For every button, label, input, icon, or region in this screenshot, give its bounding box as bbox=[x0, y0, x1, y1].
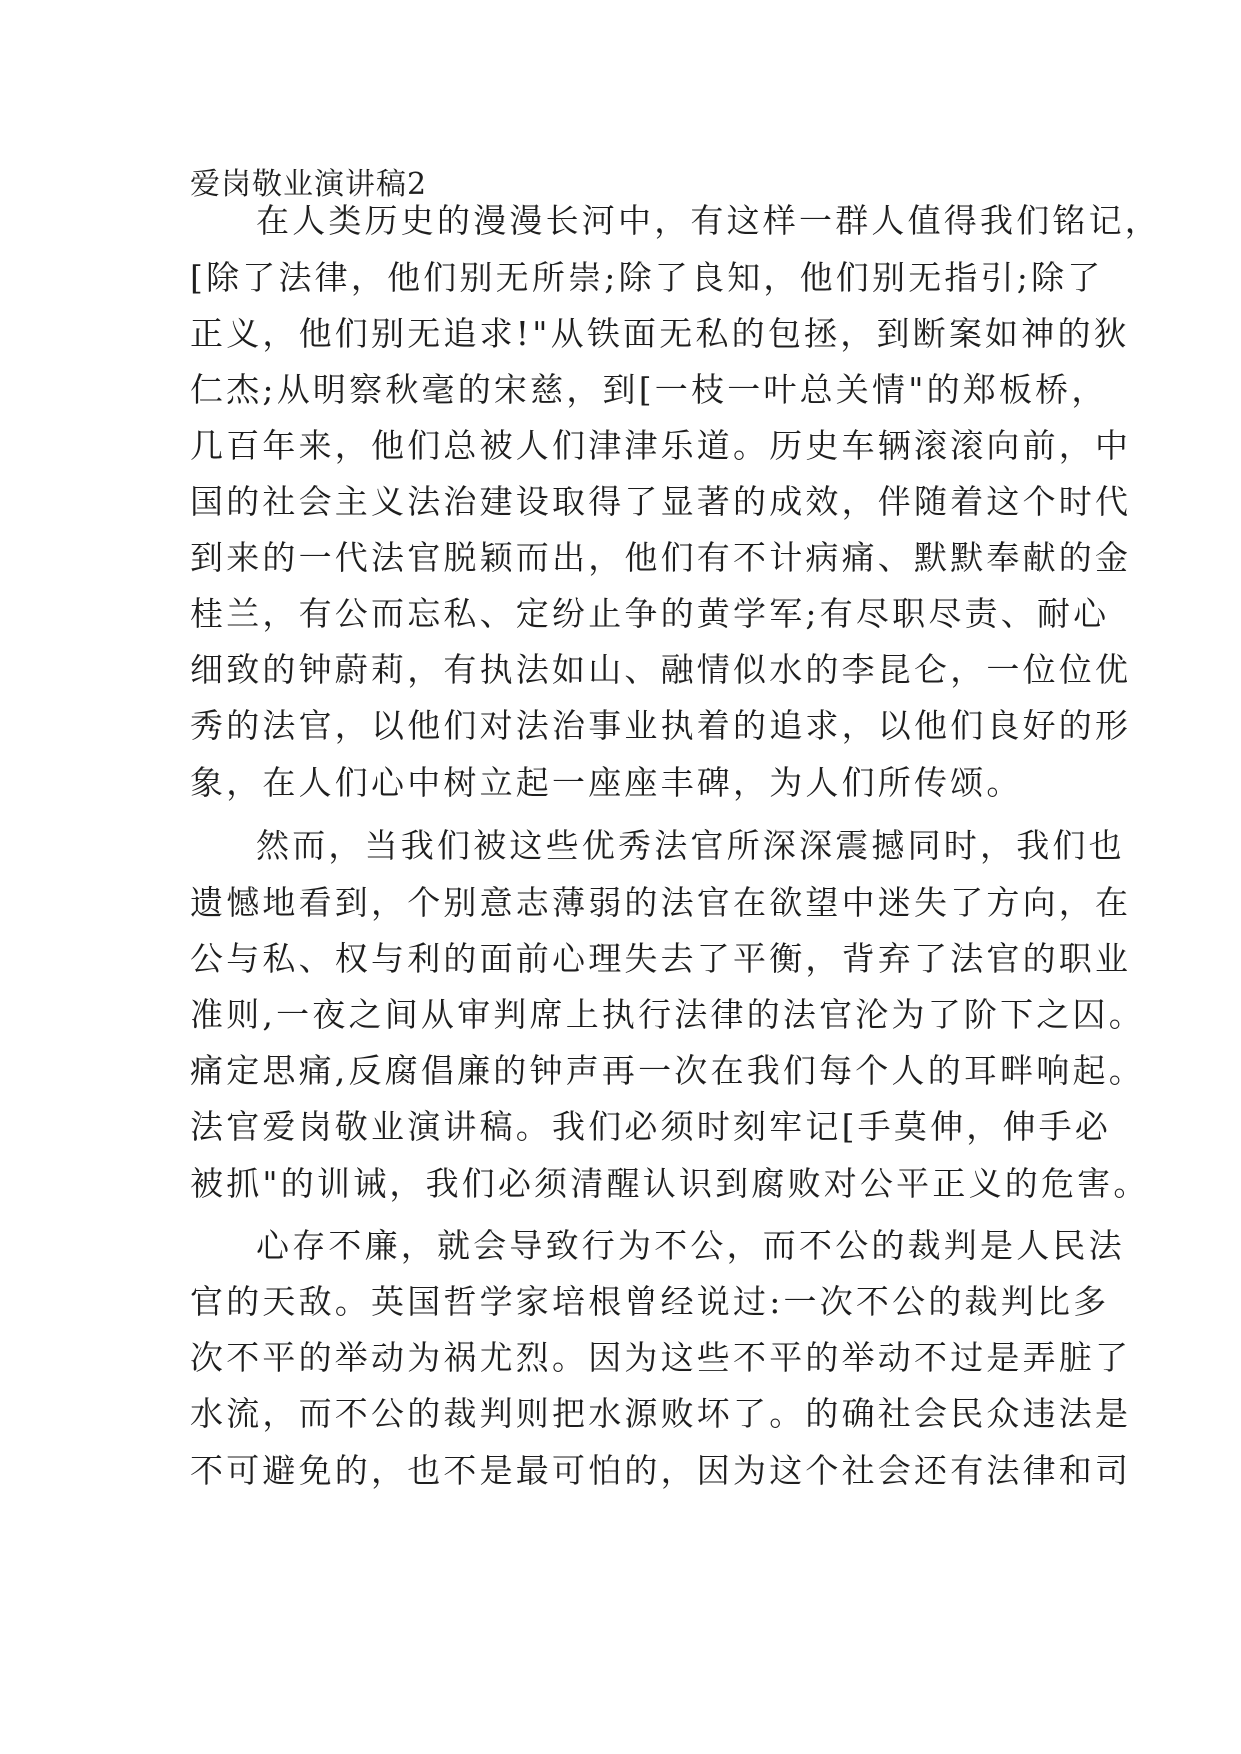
paragraph-line: 次不平的举动为祸尤烈。因为这些不平的举动不过是弄脏了 bbox=[190, 1338, 1132, 1377]
paragraph-line: 不可避免的，也不是最可怕的，因为这个社会还有法律和司 bbox=[190, 1451, 1132, 1490]
paragraph-line: 官的天敌。英国哲学家培根曾经说过:一次不公的裁判比多 bbox=[190, 1282, 1110, 1321]
paragraph-line: 公与私、权与利的面前心理失去了平衡，背弃了法官的职业 bbox=[190, 939, 1132, 978]
paragraph-line: 秀的法官，以他们对法治事业执着的追求，以他们良好的形 bbox=[190, 706, 1132, 745]
paragraph-line: 到来的一代法官脱颖而出，他们有不计病痛、默默奉献的金 bbox=[190, 538, 1132, 577]
paragraph-line: 心存不廉，就会导致行为不公，而不公的裁判是人民法 bbox=[256, 1226, 1125, 1265]
paragraph-line: 准则,一夜之间从审判席上执行法律的法官沦为了阶下之囚。 bbox=[190, 995, 1145, 1034]
paragraph-line: 法官爱岗敬业演讲稿。我们必须时刻牢记[手莫伸，伸手必 bbox=[190, 1107, 1112, 1146]
paragraph-line: [除了法律，他们别无所崇;除了良知，他们别无指引;除了 bbox=[190, 258, 1104, 297]
paragraph-line: 细致的钟蔚莉，有执法如山、融情似水的李昆仑，一位位优 bbox=[190, 650, 1132, 689]
paragraph-line: 被抓"的训诫，我们必须清醒认识到腐败对公平正义的危害。 bbox=[190, 1164, 1150, 1203]
paragraph-line: 痛定思痛,反腐倡廉的钟声再一次在我们每个人的耳畔响起。 bbox=[190, 1051, 1145, 1090]
paragraph-line: 遗憾地看到，个别意志薄弱的法官在欲望中迷失了方向，在 bbox=[190, 883, 1132, 922]
paragraph-line: 国的社会主义法治建设取得了显著的成效，伴随着这个时代 bbox=[190, 482, 1132, 521]
paragraph-line: 几百年来，他们总被人们津津乐道。历史车辆滚滚向前，中 bbox=[190, 426, 1132, 465]
paragraph-line: 水流，而不公的裁判则把水源败坏了。的确社会民众违法是 bbox=[190, 1394, 1132, 1433]
paragraph-line: 象，在人们心中树立起一座座丰碑，为人们所传颂。 bbox=[190, 763, 1023, 802]
paragraph-line: 然而，当我们被这些优秀法官所深深震撼同时，我们也 bbox=[256, 826, 1125, 865]
paragraph-line: 桂兰，有公而忘私、定纷止争的黄学军;有尽职尽责、耐心 bbox=[190, 594, 1110, 633]
document-title: 爱岗敬业演讲稿2 bbox=[190, 167, 428, 202]
paragraph-line: 在人类历史的漫漫长河中，有这样一群人值得我们铭记， bbox=[256, 201, 1161, 240]
paragraph-line: 仁杰;从明察秋毫的宋慈，到[一枝一叶总关情"的郑板桥， bbox=[190, 370, 1108, 409]
paragraph-line: 正义，他们别无追求!"从铁面无私的包拯，到断案如神的狄 bbox=[190, 314, 1130, 353]
